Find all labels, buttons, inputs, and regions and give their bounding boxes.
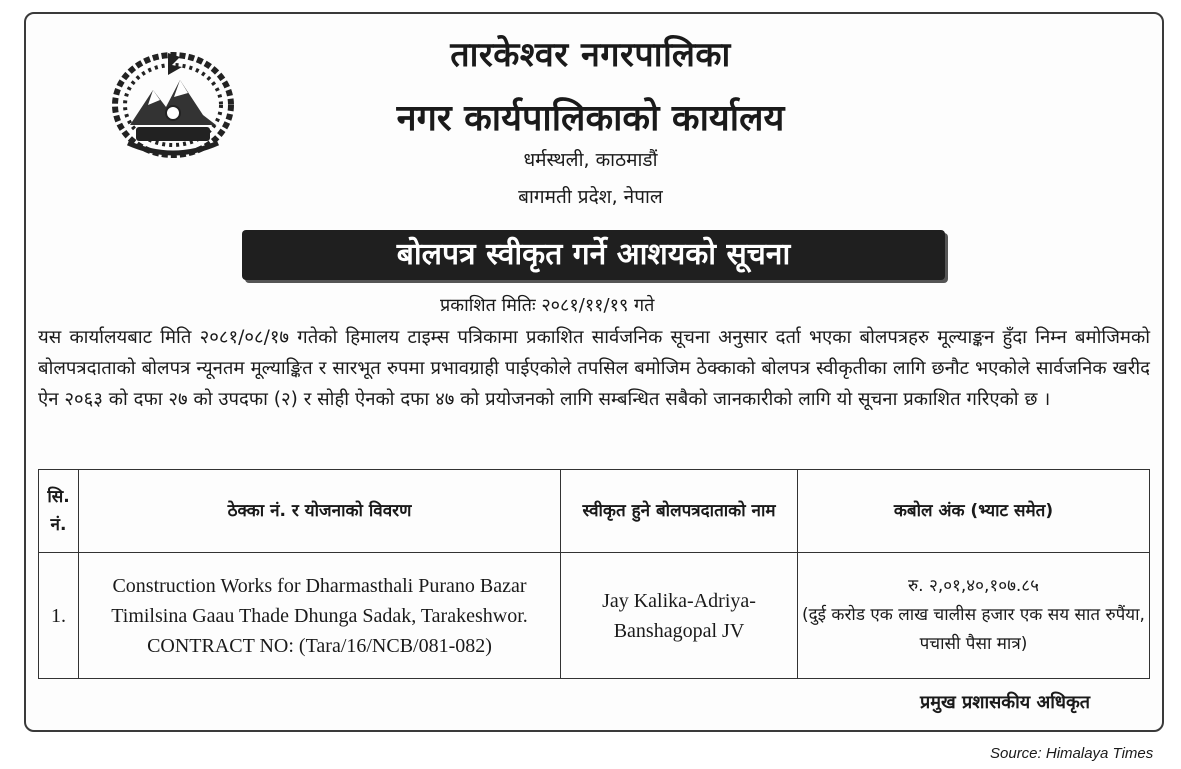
source-credit: Source: Himalaya Times xyxy=(990,745,1154,762)
office-name: तारकेश्वर नगरपालिका xyxy=(450,35,731,75)
cell-amount xyxy=(798,553,1150,679)
header-description: ठेक्का नं. र योजनाको विवरण xyxy=(79,470,561,553)
table-header-row xyxy=(39,470,1150,553)
notice-title-banner: बोलपत्र स्वीकृत गर्ने आशयको सूचना xyxy=(242,230,945,280)
header-sn: सि. नं. xyxy=(39,470,79,553)
notice-body: यस कार्यालयबाट मिति २०८१/०८/१७ गतेको हिमालय टाइम्स पत्रिकामा प्रकाशित सार्वजनिक सूचना अनुसार दर्ता भएका बोलपत्रहरु मूल्याङ्कन हुँदा निम्न बमोजिमको बोलपत्रदाताको बोलपत्र न्यूनतम मूल्याङ्कित र सारभूत रुपमा प्रभावग्राही पाईएकोले तपसिल बमोजिम ठेक्काको बोलपत्र स्वीकृतीका लागि छनौट भएकोले सार्वजनिक खरीद ऐन २०६३ को दफा २७ को उपदफा (२) र सोही ऐनको दफा ४७ को प्रयोजनको लागि सम्बन्धित सबैको जानकारीको लागि यो सूचना प्रकाशित गरिएको छ । xyxy=(38,327,1150,410)
table-row xyxy=(39,553,1150,679)
address-line-2: बागमती प्रदेश, नेपाल xyxy=(518,186,663,208)
address-line-1: धर्मस्थली, काठमाडौं xyxy=(523,149,658,171)
published-date: प्रकाशित मितिः २०८१/११/१९ गते xyxy=(440,295,655,316)
contract-number: CONTRACT NO: (Tara/16/NCB/081-082) xyxy=(147,634,492,657)
header-amount: कबोल अंक (भ्याट समेत) xyxy=(798,470,1150,553)
cell-sn: 1. xyxy=(39,553,79,679)
bid-amount: रु. २,०१,४०,१०७.८५ xyxy=(908,576,1039,596)
cell-description xyxy=(79,553,561,679)
office-subtitle: नगर कार्यपालिकाको कार्यालय xyxy=(396,98,785,139)
bid-acceptance-table xyxy=(38,469,1150,679)
project-description: Construction Works for Dharmasthali Purano Bazar Timilsina Gaau Thade Dhunga Sadak, Tarakeshwor. xyxy=(111,574,528,627)
header-bidder: स्वीकृत हुने बोलपत्रदाताको नाम xyxy=(561,470,798,553)
signatory-title: प्रमुख प्रशासकीय अधिकृत xyxy=(920,692,1091,713)
cell-bidder: Jay Kalika-Adriya-Banshagopal JV xyxy=(561,553,798,679)
bid-amount-words: (दुई करोड एक लाख चालीस हजार एक सय सात रुपैंया, पचासी पैसा मात्र) xyxy=(802,605,1145,654)
